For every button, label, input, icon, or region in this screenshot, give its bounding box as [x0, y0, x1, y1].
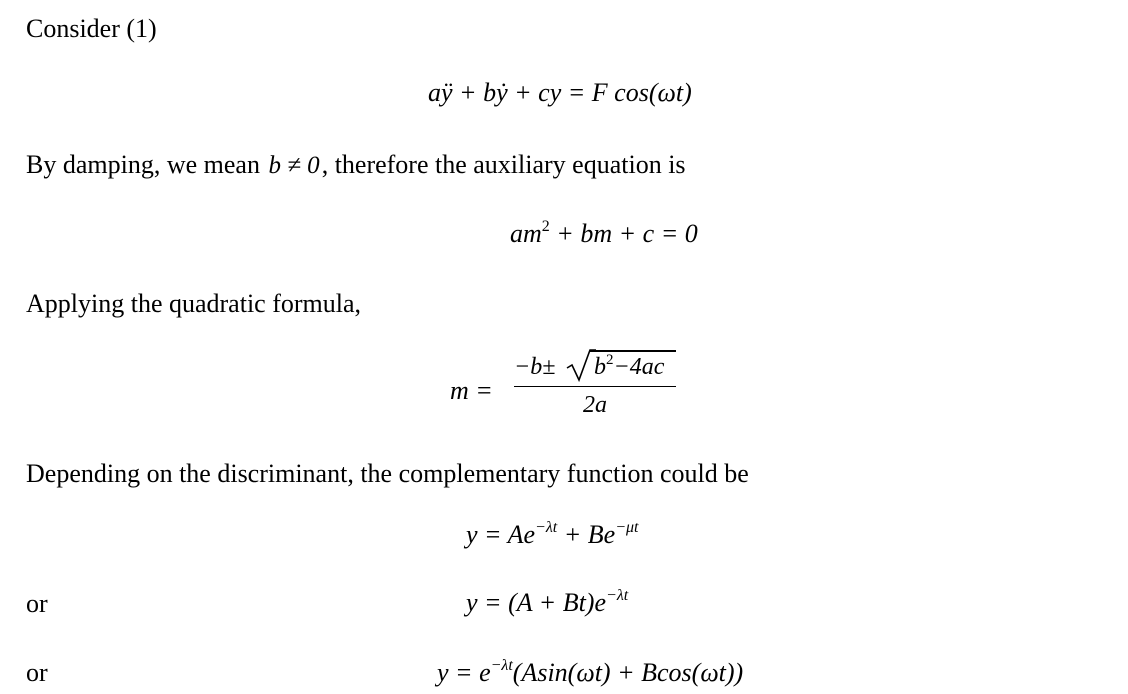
equation-auxiliary — [510, 218, 698, 248]
eq5-part-a: y = (A + Bt)e — [466, 588, 607, 617]
equation-overdamped — [466, 519, 639, 549]
inline-math-b-nonzero: b ≠ 0 — [268, 152, 320, 179]
radical-bar — [590, 350, 676, 352]
text-consider: Consider (1) — [26, 14, 157, 43]
eq2-rest: + bm + c = 0 — [549, 219, 698, 248]
text-quadratic: Applying the quadratic formula, — [26, 289, 362, 318]
equation-underdamped — [437, 657, 744, 687]
fraction-denominator: 2a — [583, 392, 607, 418]
radicand — [594, 354, 664, 381]
eq4-part-b: + Be — [557, 520, 616, 549]
square-root-icon — [566, 348, 596, 382]
equation-critically-damped — [466, 587, 629, 617]
eq6-part-a: y = e — [437, 658, 491, 687]
eq2-exponent: 2 — [541, 218, 550, 235]
eq4-exponent-1: −λt — [535, 519, 558, 536]
text-damping-after: , therefore the auxiliary equation is — [321, 150, 686, 179]
fraction-bar — [514, 386, 676, 387]
eq4-exponent-2: −μt — [615, 519, 639, 536]
eq3-lhs: m = — [450, 376, 493, 405]
eq4-part-a: y = Ae — [466, 520, 536, 549]
eq2-base: am — [510, 219, 542, 248]
eq5-exponent: −λt — [606, 587, 629, 604]
text-or-2: or — [26, 658, 48, 687]
text-damping-before: By damping, we mean — [26, 150, 260, 179]
text-discriminant: Depending on the discriminant, the complementary function could be — [26, 459, 749, 488]
equation-differential: aÿ + bẏ + cy = F cos(ωt) — [428, 78, 692, 107]
text-damping — [26, 152, 686, 178]
eq3-radicand-base: b — [594, 354, 606, 380]
eq3-radicand-exponent: 2 — [606, 352, 614, 368]
fraction-numerator — [514, 354, 555, 381]
eq6-part-b: (Asin(ωt) + Bcos(ωt)) — [512, 658, 744, 687]
text-or-1: or — [26, 589, 48, 618]
eq6-exponent: −λt — [490, 657, 513, 674]
eq3-radicand-rest: −4ac — [613, 354, 665, 380]
eq3-num-prefix: −b± — [514, 354, 556, 380]
